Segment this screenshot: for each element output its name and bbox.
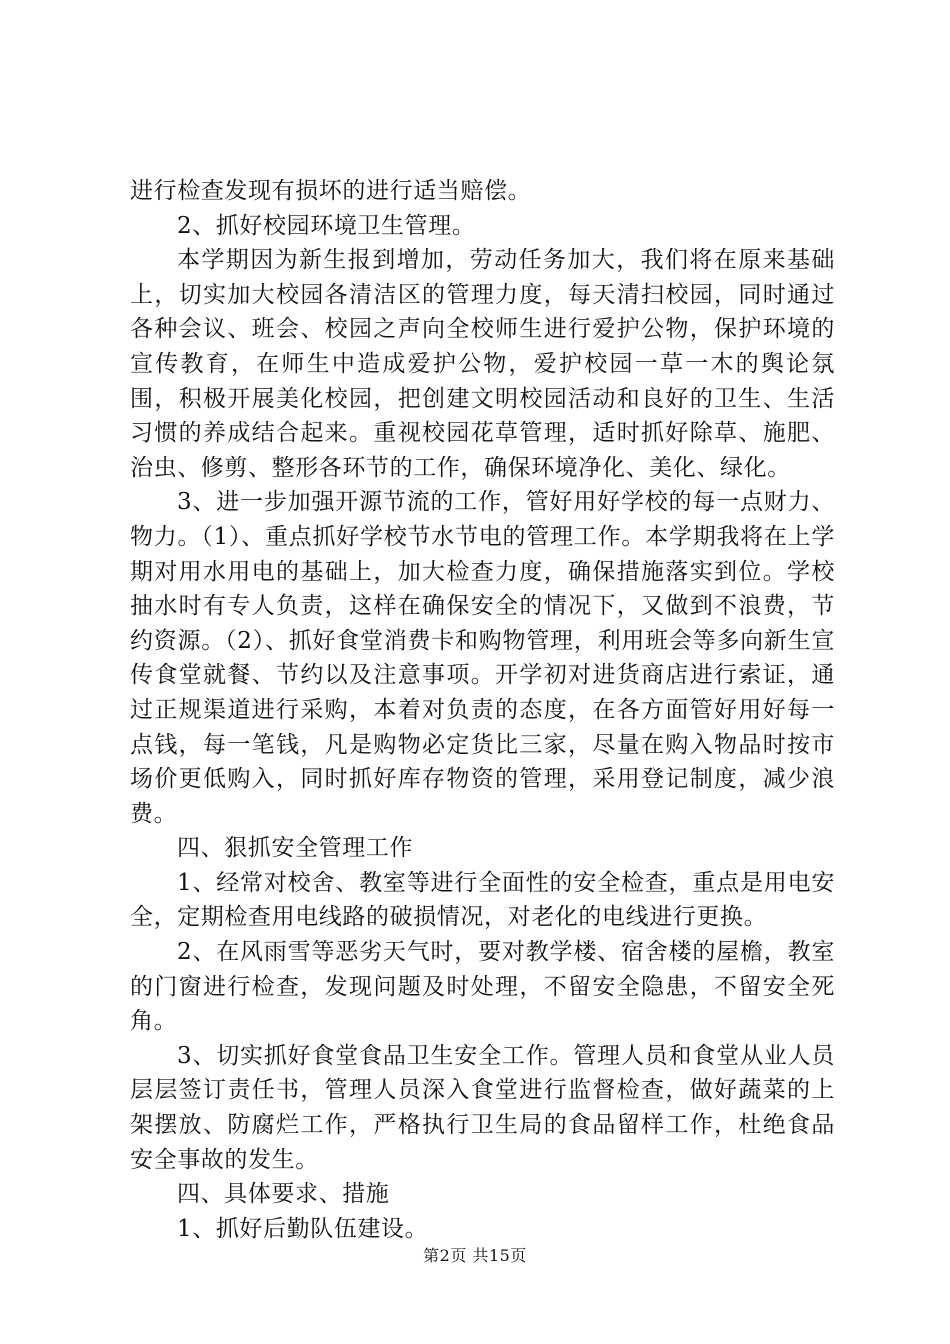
paragraph: 3、进一步加强开源节流的工作，管好用好学校的每一点财力、物力。（1）、重点抓好学校节水节电的管理工作。本学期我将在上学期对用水用电的基础上，加大检查力度，确保措施落实到位。学校抽水时有专人负责，这样在确保安全的情况下，又做到不浪费，节约资源。（2）、抓好食堂消费卡和购物管理，利用班会等多向新生宣传食堂就餐、节约以及注意事项。开学初对进货商店进行索证，通过正规渠道进行采购，本着对负责的态度，在各方面管好用好每一点钱，每一笔钱，凡是购物必定货比三家，尽量在购入物品时按市场价更低购入，同时抓好库存物资的管理，采用登记制度，减少浪费。 [130, 489, 835, 827]
paragraph: 本学期因为新生报到增加，劳动任务加大，我们将在原来基础上，切实加大校园各清洁区的管理力度，每天清扫校园，同时通过各种会议、班会、校园之声向全校师生进行爱护公物，保护环境的宣传教育，在师生中造成爱护公物，爱护校园一草一木的舆论氛围，积极开展美化校园，把创建文明校园活动和良好的卫生、生活习惯的养成结合起来。重视校园花草管理，适时抓好除草、施肥、治虫、修剪、整形各环节的工作，确保环境净化、美化、绿化。 [130, 247, 835, 481]
section-heading: 2、抓好校园环境卫生管理。 [177, 212, 476, 239]
paragraph: 3、切实抓好食堂食品卫生安全工作。管理人员和食堂从业人员层层签订责任书，管理人员深入食堂进行监督检查，做好蔬菜的上架摆放、防腐烂工作，严格执行卫生局的食品留样工作，杜绝食品安全事故的发生。 [130, 1042, 835, 1173]
section-heading: 四、狠抓安全管理工作 [177, 835, 413, 862]
document-body [130, 174, 835, 1246]
section-heading: 1、抓好后勤队伍建设。 [177, 1215, 429, 1242]
page-number-footer: 第2页 共15页 [423, 1246, 527, 1265]
paragraph: 2、在风雨雪等恶劣天气时，要对教学楼、宿舍楼的屋檐，教室的门窗进行检查，发现问题及时处理，不留安全隐患，不留安全死角。 [130, 939, 835, 1035]
paragraph: 1、经常对校舍、教室等进行全面性的安全检查，重点是用电安全，定期检查用电线路的破损情况，对老化的电线进行更换。 [130, 869, 835, 931]
section-heading: 四、具体要求、措施 [177, 1181, 390, 1208]
paragraph-continuation: 进行检查发现有损坏的进行适当赔偿。 [130, 178, 532, 204]
